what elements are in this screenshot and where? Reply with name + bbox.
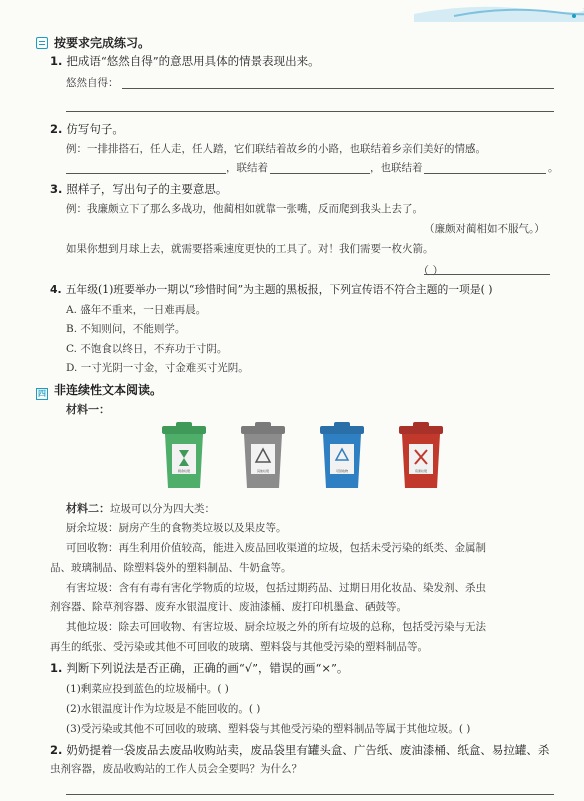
answer-blank[interactable]	[66, 173, 226, 174]
question-number: 1.	[50, 661, 63, 675]
paragraph: 有害垃圾：含有有毒有害化学物质的垃圾，包括过期药品、过期日用化妆品、染发剂、杀虫	[66, 582, 486, 594]
answer-line[interactable]	[122, 88, 554, 89]
example-sentence: 例：一排排搭石，任人走，任人踏，它们联结着故乡的小路，也联结着乡亲们美好的情感。	[66, 143, 486, 155]
paragraph: 厨余垃圾：厨房产生的食物类垃圾以及果皮等。	[66, 522, 287, 534]
kitchen-waste-bin-icon	[158, 420, 210, 490]
recyclable-bin-icon	[316, 420, 368, 490]
question-number: 3.	[50, 182, 63, 196]
judgement-item-3[interactable]: (3)受污染或其他不可回收的玻璃、塑料袋与其他受污染的塑料制品等属于其他垃圾。( )	[66, 723, 471, 735]
question-text: 仿写句子。	[66, 122, 124, 136]
reading-question-2	[50, 742, 549, 758]
idiom-label: 悠然自得：	[66, 77, 119, 89]
answer-line[interactable]	[66, 111, 554, 112]
list-icon	[36, 37, 48, 49]
question-2	[50, 121, 124, 137]
corner-decoration	[414, 0, 584, 22]
answer-line[interactable]	[66, 794, 554, 795]
option-d[interactable]: D. 一寸光阴一寸金，寸金难买寸光阴。	[66, 362, 249, 374]
answer-blank[interactable]	[424, 173, 546, 174]
other-waste-bin-icon	[237, 420, 289, 490]
material-2-label: 材料二：	[66, 502, 110, 515]
paragraph: 其他垃圾：除去可回收物、有害垃圾、厨余垃圾之外的所有垃圾的总称，包括受污染与无法	[66, 621, 486, 633]
question-text: 照样子，写出句子的主要意思。	[66, 182, 228, 196]
question-number: 1.	[50, 54, 63, 68]
answer-blank[interactable]	[270, 173, 370, 174]
paragraph: 剂容器、除草剂容器、废弃水银温度计、废油漆桶、废打印机墨盒、硒鼓等。	[50, 601, 407, 613]
bin-label: 其他垃圾	[256, 469, 270, 473]
section-title: 非连续性文本阅读。	[54, 383, 163, 397]
question-text: 五年级(1)班要举办一期以“珍惜时间”为主题的黑板报，下列宣传语不符合主题的一项是( )	[65, 283, 493, 296]
section-header-exercises	[36, 34, 150, 51]
material-2-intro: 垃圾可以分为四大类：	[110, 503, 215, 515]
example-sentence: 例：我廉颇立下了那么多战功，他蔺相如就靠一张嘴，反而爬到我头上去了。	[66, 203, 423, 215]
paragraph: 可回收物：再生利用价值较高，能进入废品回收渠道的垃圾，包括未受污染的纸类、金属制	[66, 542, 486, 554]
bin-label: 可回收物	[335, 469, 349, 473]
paragraph: 再生的纸张、受污染或其他不可回收的玻璃、塑料袋与其他受污染的塑料制品等。	[50, 641, 428, 653]
blank-connector-2: ，也联结着	[370, 162, 423, 174]
paragraph: 品、玻璃制品、除塑料袋外的塑料制品、牛奶盒等。	[50, 562, 292, 574]
example-answer: （廉颇对蔺相如不服气。）	[424, 223, 545, 235]
section-header-reading	[36, 381, 162, 400]
judgement-item-2[interactable]: (2)水银温度计作为垃圾是不能回收的。( )	[66, 703, 261, 715]
question-number: 2.	[50, 743, 63, 757]
section-title: 按要求完成练习。	[54, 36, 151, 50]
blank-connector-1: ，联结着	[226, 162, 268, 174]
material-1-label: 材料一：	[66, 403, 110, 416]
question-text: 把成语“悠然自得”的意思用具体的情景表现出来。	[66, 54, 320, 68]
question-text-continued: 虫剂容器，废品收购站的工作人员会全要吗？为什么？	[50, 763, 302, 775]
question-4	[50, 282, 493, 297]
material-2	[66, 500, 215, 516]
answer-blank[interactable]	[424, 274, 550, 275]
practice-sentence: 如果你想到月球上去，就需要搭乘速度更快的工具了。对！我们需要一枚火箭。	[66, 243, 434, 255]
bin-label: 有害垃圾	[414, 469, 428, 473]
question-1	[50, 53, 320, 69]
reading-question-1	[50, 660, 348, 676]
sentence-end: 。	[548, 162, 559, 174]
section-number-badge: 四	[38, 389, 46, 398]
option-b[interactable]: B. 不知则问，不能则学。	[66, 323, 186, 335]
hazardous-bin-icon	[395, 420, 447, 490]
question-3	[50, 181, 227, 197]
judgement-item-1[interactable]: (1)剩菜应投到蓝色的垃圾桶中。( )	[66, 683, 229, 695]
question-text: 奶奶提着一袋废品去废品收购站卖，废品袋里有罐头盒、广告纸、废油漆桶、纸盒、易拉罐、杀	[66, 743, 550, 757]
option-a[interactable]: A. 盛年不重来，一日难再晨。	[66, 304, 207, 316]
question-number: 2.	[50, 122, 63, 136]
trash-bins-illustration	[158, 420, 448, 490]
answer-paren[interactable]: （ ）	[418, 264, 444, 277]
question-number: 4.	[50, 283, 62, 296]
option-c[interactable]: C. 不饱食以终日，不弃功于寸阴。	[66, 343, 228, 355]
question-text: 判断下列说法是否正确，正确的画“√”，错误的画“×”。	[66, 661, 349, 675]
bin-label: 厨余垃圾	[177, 469, 191, 473]
